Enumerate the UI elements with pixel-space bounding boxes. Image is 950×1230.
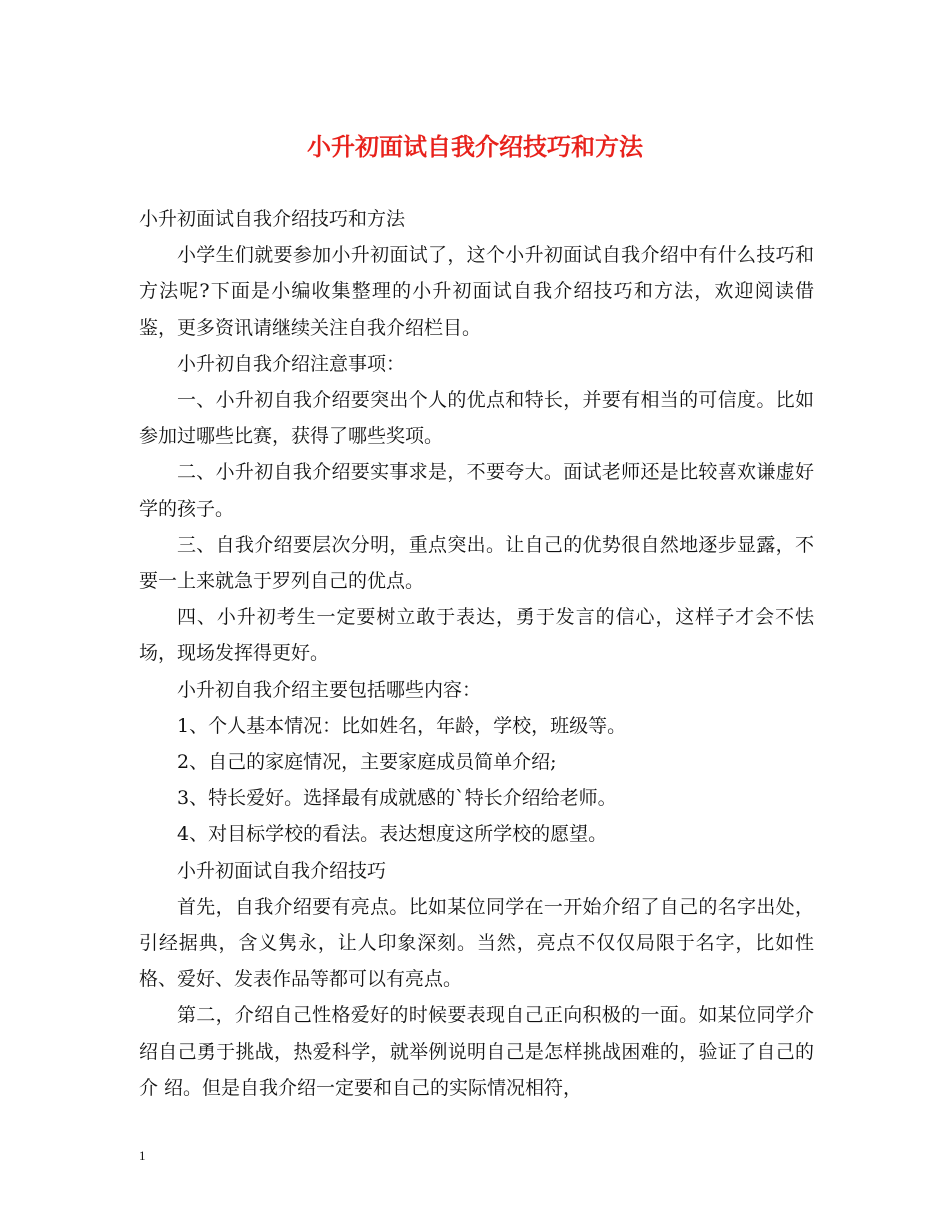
document-body	[139, 201, 814, 1106]
paragraph-14: 第二，介绍自己性格爱好的时候要表现自己正向积极的一面。如某位同学介绍自己勇于挑战，热爱科学，就举例说明自己是怎样挑战困难的，验证了自己的介 绍。但是自我介绍一定要和自己的实际情况相符，	[139, 1004, 814, 1099]
page-number: 1	[139, 1148, 146, 1163]
paragraph-1: 小学生们就要参加小升初面试了，这个小升初面试自我介绍中有什么技巧和方法呢?下面是小编收集整理的小升初面试自我介绍技巧和方法，欢迎阅读借鉴，更多资讯请继续关注自我介绍栏目。	[139, 244, 814, 339]
paragraph-9: 2、自己的家庭情况，主要家庭成员简单介绍;	[177, 751, 557, 774]
paragraph-6: 四、小升初考生一定要树立敢于表达，勇于发言的信心，这样子才会不怯场，现场发挥得更好。	[139, 606, 814, 665]
page-title: 小升初面试自我介绍技巧和方法	[307, 132, 643, 161]
paragraph-10: 3、特长爱好。选择最有成就感的`特长介绍给老师。	[177, 787, 617, 810]
paragraph-7: 小升初自我介绍主要包括哪些内容：	[177, 678, 482, 701]
paragraph-11: 4、对目标学校的看法。表达想度这所学校的愿望。	[177, 823, 608, 846]
paragraph-3: 一、小升初自我介绍要突出个人的优点和特长，并要有相当的可信度。比如参加过哪些比赛，获得了哪些奖项。	[139, 389, 814, 448]
paragraph-8: 1、个人基本情况：比如姓名，年龄，学校，班级等。	[177, 714, 627, 737]
paragraph-2: 小升初自我介绍注意事项：	[177, 352, 406, 375]
paragraph-4: 二、小升初自我介绍要实事求是，不要夸大。面试老师还是比较喜欢谦虚好学的孩子。	[139, 461, 814, 520]
paragraph-12: 小升初面试自我介绍技巧	[177, 859, 387, 882]
paragraph-5: 三、自我介绍要层次分明，重点突出。让自己的优势很自然地逐步显露，不要一上来就急于罗列自己的优点。	[139, 533, 814, 593]
paragraph-0: 小升初面试自我介绍技巧和方法	[139, 208, 406, 230]
paragraph-13: 首先，自我介绍要有亮点。比如某位同学在一开始介绍了自己的名字出处，引经据典，含义隽永，让人印象深刻。当然，亮点不仅仅局限于名字，比如性格、爱好、发表作品等都可以有亮点。	[139, 895, 814, 991]
